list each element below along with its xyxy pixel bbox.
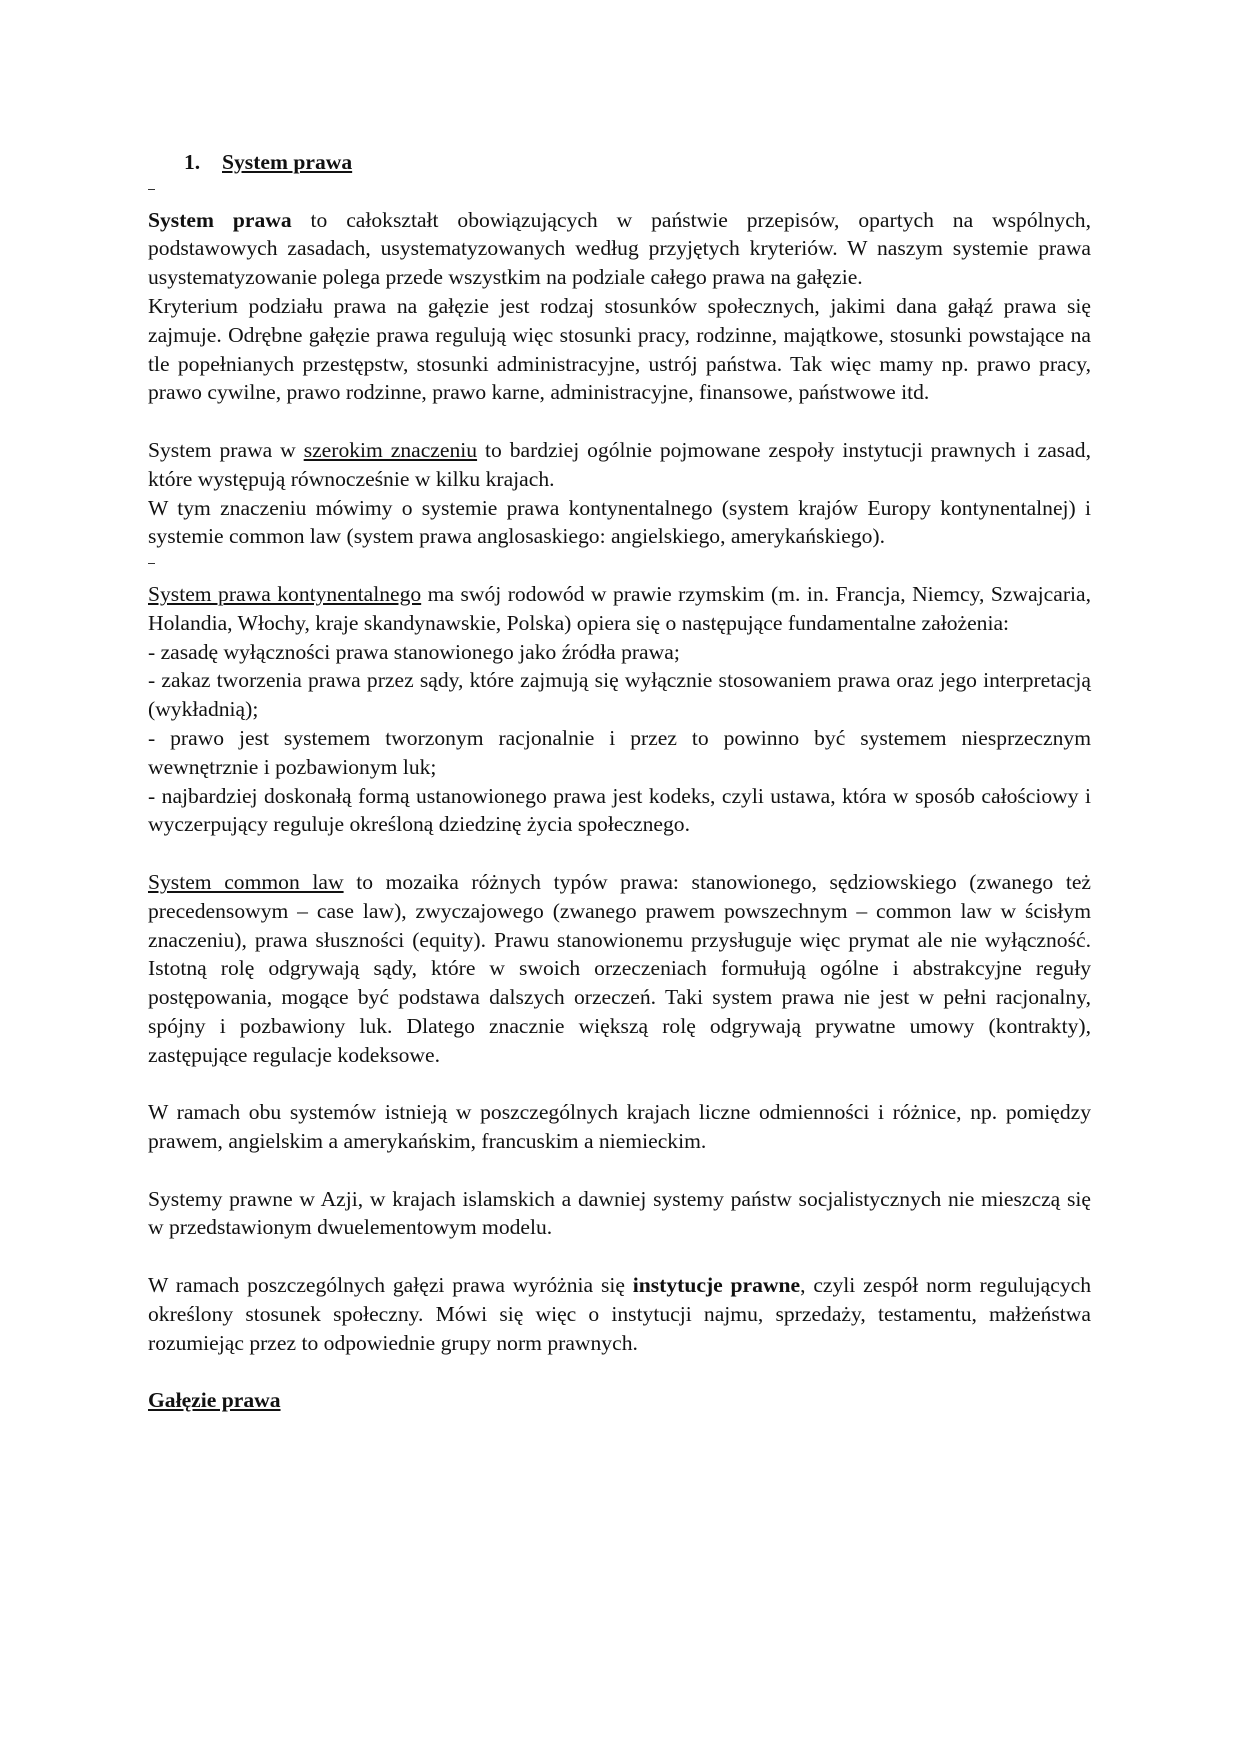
paragraph-continental: System prawa kontynentalnego ma swój rodowód w prawie rzymskim (m. in. Francja, Niemcy, Szwajcaria, Holandia, Włochy, kraje skandynawskie, Polska) opiera się o następujące fundamentalne założenia: [148, 581, 1091, 635]
paragraph-institutions: W ramach poszczególnych gałęzi prawa wyróżnia się instytucje prawne, czyli zespół norm regulujących określony stosunek społeczny. Mówi się więc o instytucji najmu, sprzedaży, testamentu, małżeństwa rozumiejąc przez to odpowiednie grupy norm prawnych. [148, 1273, 1092, 1355]
paragraph-gap [148, 1357, 1091, 1386]
empty-paragraph-mark [148, 177, 1091, 206]
document-content [148, 148, 1091, 1415]
paragraph-gap [148, 839, 1091, 868]
section-number: 1. [184, 150, 201, 174]
underlined-term: System prawa kontynentalnego [148, 581, 422, 606]
section-title: System prawa [222, 150, 353, 174]
list-item: - prawo jest systemem tworzonym racjonalnie i przez to powinno być systemem niesprzecznym wewnętrznie i pozbawionym luk; [148, 725, 1091, 779]
paragraph-gap [148, 1242, 1091, 1271]
list-item: - zakaz tworzenia prawa przez sądy, które zajmują się wyłącznie stosowaniem prawa oraz jego interpretacją (wykładnią); [148, 668, 1091, 722]
paragraph-criterion: Kryterium podziału prawa na gałęzie jest rodzaj stosunków społecznych, jakimi dana gałąź prawa się zajmuje. Odrębne gałęzie prawa regulują więc stosunki pracy, rodzinne, majątkowe, stosunki powstające na tle popełnianych przestępstw, stosunki administracyjne, ustrój państwa. Tak więc mamy np. prawo pracy, prawo cywilne, prawo rodzinne, prawo karne, administracyjne, finansowe, państwowe itd. [148, 293, 1091, 405]
paragraph-common-law: System common law to mozaika różnych typów prawa: stanowionego, sędziowskiego (zwanego też precedensowym – case law), zwyczajowego (zwanego prawem powszechnym – common law w ścisłym znaczeniu), prawa słuszności (equity). Prawu stanowionemu przysługuje więc prymat ale nie wyłączność. Istotną rolę odgrywają sądy, które w swoich orzeczeniach formułują ogólne i abstrakcyjne reguły postępowania, mogące być podstawa dalszych orzeczeń. Taki system prawa nie jest w pełni racjonalny, spójny i pozbawiony luk. Dlatego znacznie większą rolę odgrywają prywatne umowy (kontrakty), zastępujące regulacje kodeksowe. [148, 869, 1091, 1067]
paragraph-differences: W ramach obu systemów istnieją w poszczególnych krajach liczne odmienności i różnice, np. pomiędzy prawem, angielskim a amerykańskim, francuskim a niemieckim. [148, 1100, 1091, 1154]
paragraph-gap [148, 1070, 1091, 1099]
underlined-term: szerokim znaczeniu [303, 437, 478, 462]
paragraph-definition: System prawa to całokształt obowiązujących w państwie przepisów, opartych na wspólnych, podstawowych zasadach, usystematyzowanych według przyjętych kryteriów. W naszym systemie prawa usystematyzowanie polega przede wszystkim na podziale całego prawa na gałęzie. [148, 207, 1091, 290]
paragraph-gap [148, 407, 1091, 436]
underlined-term: System common law [148, 869, 344, 894]
paragraph-gap [148, 1156, 1091, 1185]
paragraph-broad-meaning: System prawa w szerokim znaczeniu to bardziej ogólnie pojmowane zespoły instytucji prawnych i zasad, które występują równocześnie w kilku krajach. [148, 437, 1091, 491]
bold-term: System prawa [148, 207, 292, 232]
subsection-title: Gałęzie prawa [148, 1388, 281, 1413]
empty-paragraph-mark [148, 551, 1091, 580]
section-heading [148, 148, 1091, 177]
paragraph-systems: W tym znaczeniu mówimy o systemie prawa kontynentalnego (system krajów Europy kontynentalnej) i systemie common law (system prawa anglosaskiego: angielskiego, amerykańskiego). [148, 495, 1091, 549]
list-item: - zasadę wyłączności prawa stanowionego jako źródła prawa; [148, 639, 680, 664]
list-item: - najbardziej doskonałą formą ustanowionego prawa jest kodeks, czyli ustawa, która w sposób całościowy i wyczerpujący reguluje określoną dziedzinę życia społecznego. [148, 783, 1091, 837]
bold-term: instytucje prawne [632, 1273, 801, 1298]
paragraph-other-systems: Systemy prawne w Azji, w krajach islamskich a dawniej systemy państw socjalistycznych nie mieszczą się w przedstawionym dwuelementowym modelu. [148, 1186, 1091, 1240]
